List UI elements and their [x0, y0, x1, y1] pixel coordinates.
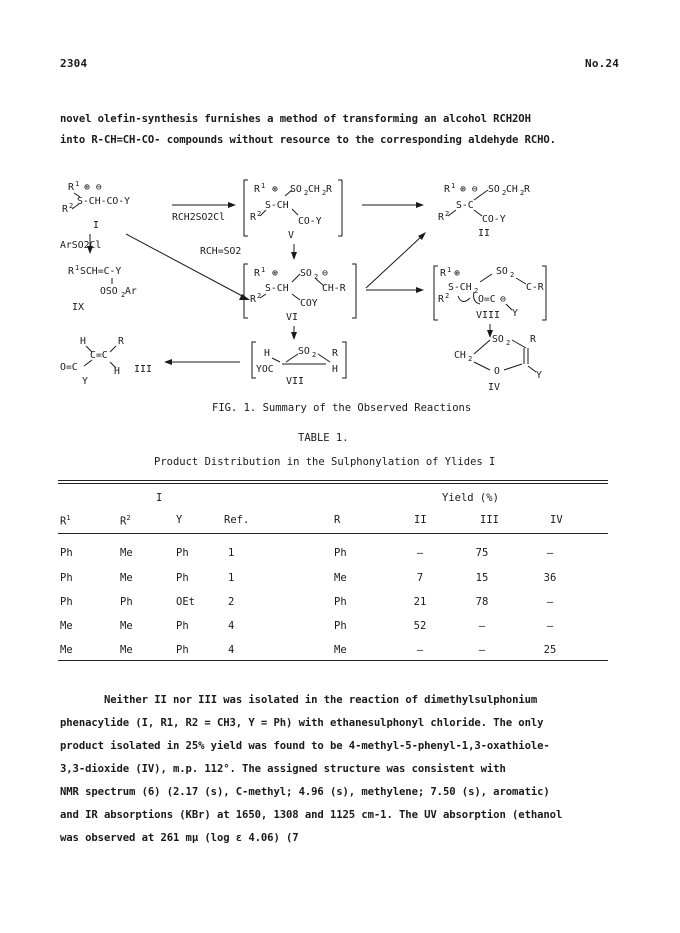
svg-text:2: 2: [257, 210, 262, 218]
col-header-iv: IV: [550, 514, 563, 526]
table-cell: 7: [416, 572, 424, 584]
svg-text:COY: COY: [300, 298, 318, 309]
svg-text:CH: CH: [454, 350, 466, 361]
table-cell: 4: [228, 620, 235, 632]
body-line-6: and IR absorptions (KBr) at 1650, 1308 and 1125 cm-1. The UV absorption (ethanol: [60, 809, 563, 821]
table-cell: 1: [228, 547, 235, 559]
table-cell: Ph: [176, 620, 189, 632]
col-header-r: R: [334, 514, 341, 526]
svg-text:2: 2: [445, 210, 450, 218]
svg-text:2: 2: [312, 351, 317, 359]
table-cell: 2: [228, 596, 235, 608]
body-line-4: 3,3-dioxide (IV), m.p. 112°. The assigned structure was consistent with: [60, 763, 506, 775]
svg-text:⊖: ⊖: [322, 268, 328, 279]
table-cell: 52: [413, 620, 427, 632]
table-cell: Ph: [60, 547, 73, 559]
table-cell: Me: [334, 644, 347, 656]
svg-text:⊖: ⊖: [500, 294, 506, 305]
svg-text:2: 2: [322, 189, 327, 197]
svg-text:2: 2: [121, 291, 126, 299]
body-line-7: was observed at 261 mμ (log ε 4.06) (7: [60, 832, 299, 844]
label-VI: VI: [286, 312, 299, 323]
svg-text:R: R: [438, 294, 444, 305]
svg-text:SO: SO: [488, 184, 500, 195]
svg-text:S-CH: S-CH: [448, 282, 472, 293]
svg-text:1: 1: [261, 182, 266, 190]
svg-text:R: R: [250, 294, 256, 305]
label-IV: IV: [488, 382, 501, 390]
svg-text:Y: Y: [512, 308, 518, 319]
svg-text:R: R: [68, 182, 74, 193]
table-cell: Me: [60, 644, 73, 656]
body-line-3: product isolated in 25% yield was found to be 4-methyl-5-phenyl-1,3-oxathiole-: [60, 740, 550, 752]
table-cell: Ph: [176, 547, 189, 559]
compound-V: [244, 180, 342, 241]
table-cell: 25: [543, 644, 557, 656]
col-header-r2: $R^2$: [120, 514, 131, 528]
svg-text:2: 2: [445, 292, 450, 300]
table-cell: 21: [413, 596, 427, 608]
svg-text:R: R: [254, 184, 260, 195]
svg-text:C-R: C-R: [526, 282, 544, 293]
svg-text:SO: SO: [492, 334, 504, 345]
table-cell: Ph: [334, 547, 347, 559]
table-cell: Me: [60, 620, 73, 632]
svg-text:⊕: ⊕: [454, 268, 460, 279]
table-cell: Me: [120, 572, 133, 584]
svg-text:H: H: [332, 364, 338, 375]
group-header-yield: Yield (%): [442, 492, 499, 504]
figure-caption: FIG. 1. Summary of the Observed Reactions: [212, 402, 472, 414]
table-cell: —: [546, 596, 554, 608]
svg-text:R: R: [250, 212, 256, 223]
reagent-rch2so2cl: RCH2SO2Cl: [172, 212, 226, 223]
label-VIII: VIII: [476, 310, 501, 321]
table-bottom-rule: [58, 660, 608, 661]
table-cell: OEt: [176, 596, 195, 608]
label-VII: VII: [286, 376, 305, 387]
svg-text:2: 2: [502, 189, 507, 197]
svg-text:CH: CH: [506, 184, 518, 195]
svg-text:R: R: [444, 184, 450, 195]
table-cell: Me: [120, 547, 133, 559]
table-cell: Ph: [60, 572, 73, 584]
table-header-rule: [58, 533, 608, 534]
table-cell: 36: [543, 572, 557, 584]
svg-text:⊕ ⊖: ⊕ ⊖: [84, 182, 102, 193]
col-header-ii: II: [414, 514, 427, 526]
svg-text:2: 2: [510, 271, 515, 279]
table-cell: Ph: [176, 644, 189, 656]
table-cell: 15: [475, 572, 489, 584]
col-header-y: Y: [176, 514, 183, 526]
compound-IX: [68, 264, 137, 313]
reagent-rch-so2: RCH=SO2: [200, 246, 242, 257]
svg-text:SO: SO: [290, 184, 302, 195]
compound-II: [438, 182, 530, 239]
table-cell: Ph: [334, 596, 347, 608]
col-header-r1: $R^1$: [60, 514, 71, 528]
body-line-2: phenacylide (I, R1, R2 = CH3, Y = Ph) with ethanesulphonyl chloride. The only: [60, 717, 544, 729]
svg-text:CH: CH: [308, 184, 320, 195]
svg-text:⊕: ⊕: [272, 268, 278, 279]
compound-IV: [454, 334, 542, 390]
svg-text:O: O: [494, 366, 500, 377]
svg-text:R: R: [62, 204, 68, 215]
table-cell: Ph: [120, 596, 133, 608]
svg-text:2: 2: [474, 287, 479, 295]
svg-text:H: H: [114, 366, 120, 377]
page-number: 2304: [60, 57, 88, 70]
svg-text:R: R: [332, 348, 338, 359]
svg-text:S-C: S-C: [456, 200, 474, 211]
svg-text:CO-Y: CO-Y: [482, 214, 506, 225]
svg-text:1: 1: [447, 266, 452, 274]
svg-text:CO-Y: CO-Y: [298, 216, 322, 227]
svg-text:R: R: [440, 268, 446, 279]
svg-text:R: R: [254, 268, 260, 279]
table-cell: —: [546, 620, 554, 632]
col-header-ref: Ref.: [224, 514, 250, 526]
svg-text:1: 1: [451, 182, 456, 190]
svg-text:2: 2: [314, 273, 319, 281]
table-cell: —: [416, 547, 424, 559]
table-cell: Me: [120, 620, 133, 632]
svg-text:OSO: OSO: [100, 286, 118, 297]
svg-text:R: R: [524, 184, 530, 195]
table-cell: —: [546, 547, 554, 559]
compound-III: [60, 336, 152, 387]
svg-text:S-CH: S-CH: [265, 283, 289, 294]
table-cell: Ph: [334, 620, 347, 632]
svg-text:S-CH-CO-Y: S-CH-CO-Y: [77, 196, 131, 207]
svg-text:Y: Y: [82, 376, 88, 387]
table-cell: —: [416, 644, 424, 656]
svg-text:O=C: O=C: [478, 294, 496, 305]
compound-VII: [252, 342, 346, 387]
table-cell: —: [478, 620, 486, 632]
table-cell: Me: [120, 644, 133, 656]
intro-line-2: into R-CH=CH-CO- compounds without resource to the corresponding aldehyde RCHO.: [60, 134, 556, 146]
svg-text:S-CH: S-CH: [265, 200, 289, 211]
svg-text:2: 2: [257, 292, 262, 300]
body-line-1: Neither II nor III was isolated in the reaction of dimethylsulphonium: [104, 694, 538, 706]
label-IX: IX: [72, 302, 85, 313]
table-title: Product Distribution in the Sulphonylation of Ylides I: [154, 456, 496, 468]
col-header-iii: III: [480, 514, 499, 526]
table-cell: Ph: [60, 596, 73, 608]
svg-text:1: 1: [75, 264, 80, 272]
svg-text:1: 1: [261, 266, 266, 274]
table-cell: 1: [228, 572, 235, 584]
svg-text:H: H: [80, 336, 86, 347]
reagent-arso2cl: ArSO2Cl: [60, 240, 102, 251]
svg-text:C=C: C=C: [90, 350, 108, 361]
svg-text:O=C: O=C: [60, 362, 78, 373]
table-cell: Me: [334, 572, 347, 584]
label-II: II: [478, 228, 491, 239]
table-cell: —: [478, 644, 486, 656]
svg-text:H: H: [264, 348, 270, 359]
svg-text:SO: SO: [298, 346, 310, 357]
svg-text:Ar: Ar: [125, 286, 137, 297]
compound-VIII: [434, 266, 546, 321]
table-cell: 4: [228, 644, 235, 656]
svg-text:SO: SO: [300, 268, 312, 279]
svg-text:R: R: [530, 334, 536, 345]
label-I: I: [93, 220, 100, 231]
compound-VI: [244, 264, 356, 323]
reaction-scheme: [60, 178, 640, 390]
table-label: TABLE 1.: [298, 432, 349, 444]
table-cell: Ph: [176, 572, 189, 584]
svg-text:YOC: YOC: [256, 364, 274, 375]
svg-text:SO: SO: [496, 266, 508, 277]
table-cell: 75: [475, 547, 489, 559]
svg-text:2: 2: [304, 189, 309, 197]
body-line-5: NMR spectrum (6) (2.17 (s), C-methyl; 4.96 (s), methylene; 7.50 (s), aromatic): [60, 786, 550, 798]
compound-I: [62, 180, 130, 231]
intro-line-1: novel olefin-synthesis furnishes a method of transforming an alcohol RCH2OH: [60, 113, 531, 125]
svg-text:SCH=C-Y: SCH=C-Y: [80, 266, 122, 277]
svg-text:⊕ ⊖: ⊕ ⊖: [460, 184, 478, 195]
label-V: V: [288, 230, 295, 241]
svg-text:R: R: [326, 184, 332, 195]
group-header-I: I: [156, 492, 163, 504]
issue-number: No.24: [585, 57, 620, 70]
svg-text:R: R: [68, 266, 74, 277]
svg-text:2: 2: [506, 339, 511, 347]
svg-text:R: R: [438, 212, 444, 223]
svg-text:2: 2: [468, 355, 473, 363]
svg-text:⊕: ⊕: [272, 184, 278, 195]
svg-text:CH-R: CH-R: [322, 283, 346, 294]
table-top-rule: [58, 480, 608, 484]
svg-text:2: 2: [69, 202, 74, 210]
svg-text:1: 1: [75, 180, 80, 188]
label-III: III: [134, 364, 153, 375]
table-cell: 78: [475, 596, 489, 608]
svg-text:2: 2: [520, 189, 525, 197]
svg-text:Y: Y: [536, 370, 542, 381]
svg-text:R: R: [118, 336, 124, 347]
